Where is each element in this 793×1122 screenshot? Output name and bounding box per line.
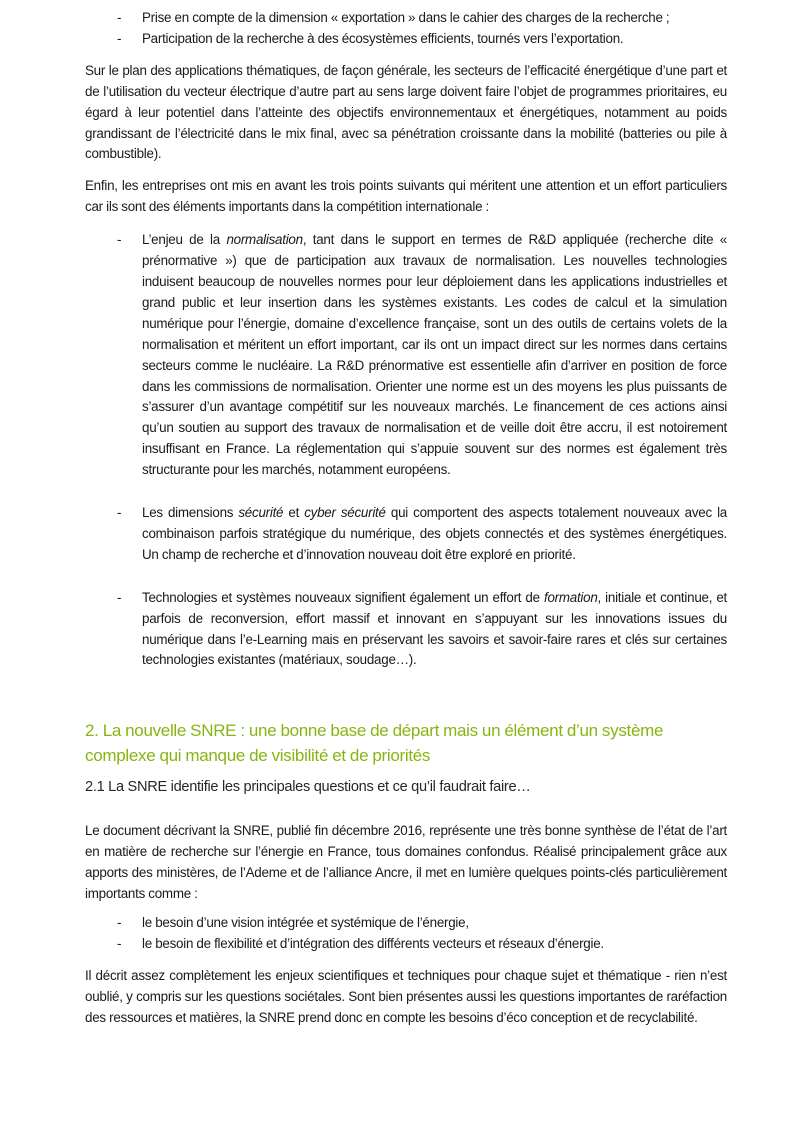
- paragraph-thematic-applications: Sur le plan des applications thématiques, de façon générale, les secteurs de l’efficacité énergétique d’une part et de l’utilisation du vecteur électrique d’autre part au sens large doivent faire l’objet de programmes prioritaires, eu égard à leur potentiel dans l’atteinte des objectifs environnementaux et énergétiques, notamment au poids grandissant de l’électricité dans le mix final, avec sa pénétration croissante dans la mobilité (batteries ou pile à combustible).: [85, 62, 727, 162]
- dash-bullet: -: [117, 505, 122, 521]
- list-item-training: [85, 588, 727, 672]
- paragraph-snre-document: Le document décrivant la SNRE, publié fin décembre 2016, représente une très bonne synthèse de l’état de l’art en matière de recherche sur l’énergie en France, tous domaines confondus. Réalisé principalement grâce aux apports des ministères, de l’Ademe et de l’alliance Ancre, il met en lumière quelques points-clés particulièrement importants comme :: [85, 823, 727, 902]
- snre-points-list: [85, 913, 727, 955]
- text-span: , tant dans le support en termes de R&D appliquée (recherche dite « prénormative ») que de participation aux travaux de normalisation. Les nouvelles technologies induisent beaucoup de nouvelles normes pour leur déploiement dans les applications industrielles et grand public et leur insertion dans les systèmes existants. Les codes de calcul et la simulation numérique pour l’énergie, domaine d’excellence française, sont un des outils de certains volets de la normalisation et méritent un effort important, car ils ont un impact direct sur les normes dans certains secteurs comme le nucléaire. La R&D prénormative est essentielle afin d’arriver en position de force dans les commissions de normalisation. Orienter une norme est un des moyens les plus puissants de s’assurer d’un avantage compétitif sur les nouveaux marchés. Le financement de ces actions ainsi qu’un soutien au support des travaux de normalisation et de veille doit être accru, il est notoirement insuffisant en France. La réglementation qui s’appuie souvent sur des normes est également très structurante pour les marchés, notamment européens.: [142, 232, 728, 478]
- dash-bullet: -: [117, 935, 122, 951]
- subsection-heading: 2.1 La SNRE identifie les principales questions et ce qu’il faudrait faire…: [85, 779, 531, 796]
- list-item-security: [85, 503, 727, 566]
- paragraph-snre-description: Il décrit assez complètement les enjeux scientifiques et techniques pour chaque sujet et thématique - rien n’est oublié, y compris sur les questions sociétales. Sont bien présentes aussi les questions importantes de raréfaction des ressources et matières, la SNRE prend donc en compte les besoins d’éco conception et de recyclabilité.: [85, 967, 727, 1025]
- section-heading: 2. La nouvelle SNRE : une bonne base de départ mais un élément d’un système complexe qui manque de visibilité et de priorités: [85, 721, 664, 766]
- key-points-list: [85, 230, 727, 671]
- dash-bullet: -: [117, 232, 122, 248]
- list-item-normalisation: [85, 230, 727, 481]
- text-span: qui comportent des aspects totalement nouveaux avec la combinaison parfois stratégique du numérique, des objets connectés et des systèmes énergétiques. Un champ de recherche et d’innovation nouveau doit être exploré en priorité.: [142, 505, 727, 562]
- emphasis-text: normalisation: [226, 232, 303, 248]
- list-item: [85, 934, 727, 955]
- dash-bullet: -: [117, 30, 122, 46]
- list-item-text: le besoin d’une vision intégrée et systémique de l’énergie,: [142, 915, 469, 930]
- dash-bullet: -: [117, 10, 122, 25]
- dash-bullet: -: [117, 589, 122, 605]
- text-span: Les dimensions: [142, 505, 239, 521]
- export-list: [85, 8, 727, 50]
- list-item-text: Participation de la recherche à des écosystèmes efficients, tournés vers l’exportation.: [142, 30, 624, 46]
- emphasis-text: cyber sécurité: [304, 505, 386, 521]
- text-span: et: [283, 505, 305, 521]
- text-span: Technologies et systèmes nouveaux signifient également un effort de: [142, 589, 544, 605]
- dash-bullet: -: [117, 915, 122, 930]
- list-item: [85, 29, 727, 50]
- text-span: , initiale et continue, et parfois de reconversion, effort massif et innovant en s’appuyant sur les innovations issues du numérique dans l’e-Learning mais en préservant les savoirs et savoir-faire rares et clés sur certaines technologies existantes (matériaux, soudage…).: [142, 589, 727, 668]
- list-item: [85, 913, 727, 934]
- emphasis-text: sécurité: [238, 505, 284, 521]
- emphasis-text: formation: [543, 589, 598, 605]
- list-item-text: Prise en compte de la dimension « exportation » dans le cahier des charges de la recherche ;: [142, 10, 670, 25]
- document-page: [85, 0, 727, 1029]
- list-item: [85, 8, 727, 29]
- paragraph-companies-points: Enfin, les entreprises ont mis en avant les trois points suivants qui méritent une attention et un effort particuliers car ils sont des éléments importants dans la compétition internationale :: [85, 178, 727, 215]
- text-span: L’enjeu de la: [142, 232, 227, 248]
- list-item-text: le besoin de flexibilité et d’intégration des différents vecteurs et réseaux d’énergie.: [142, 935, 604, 951]
